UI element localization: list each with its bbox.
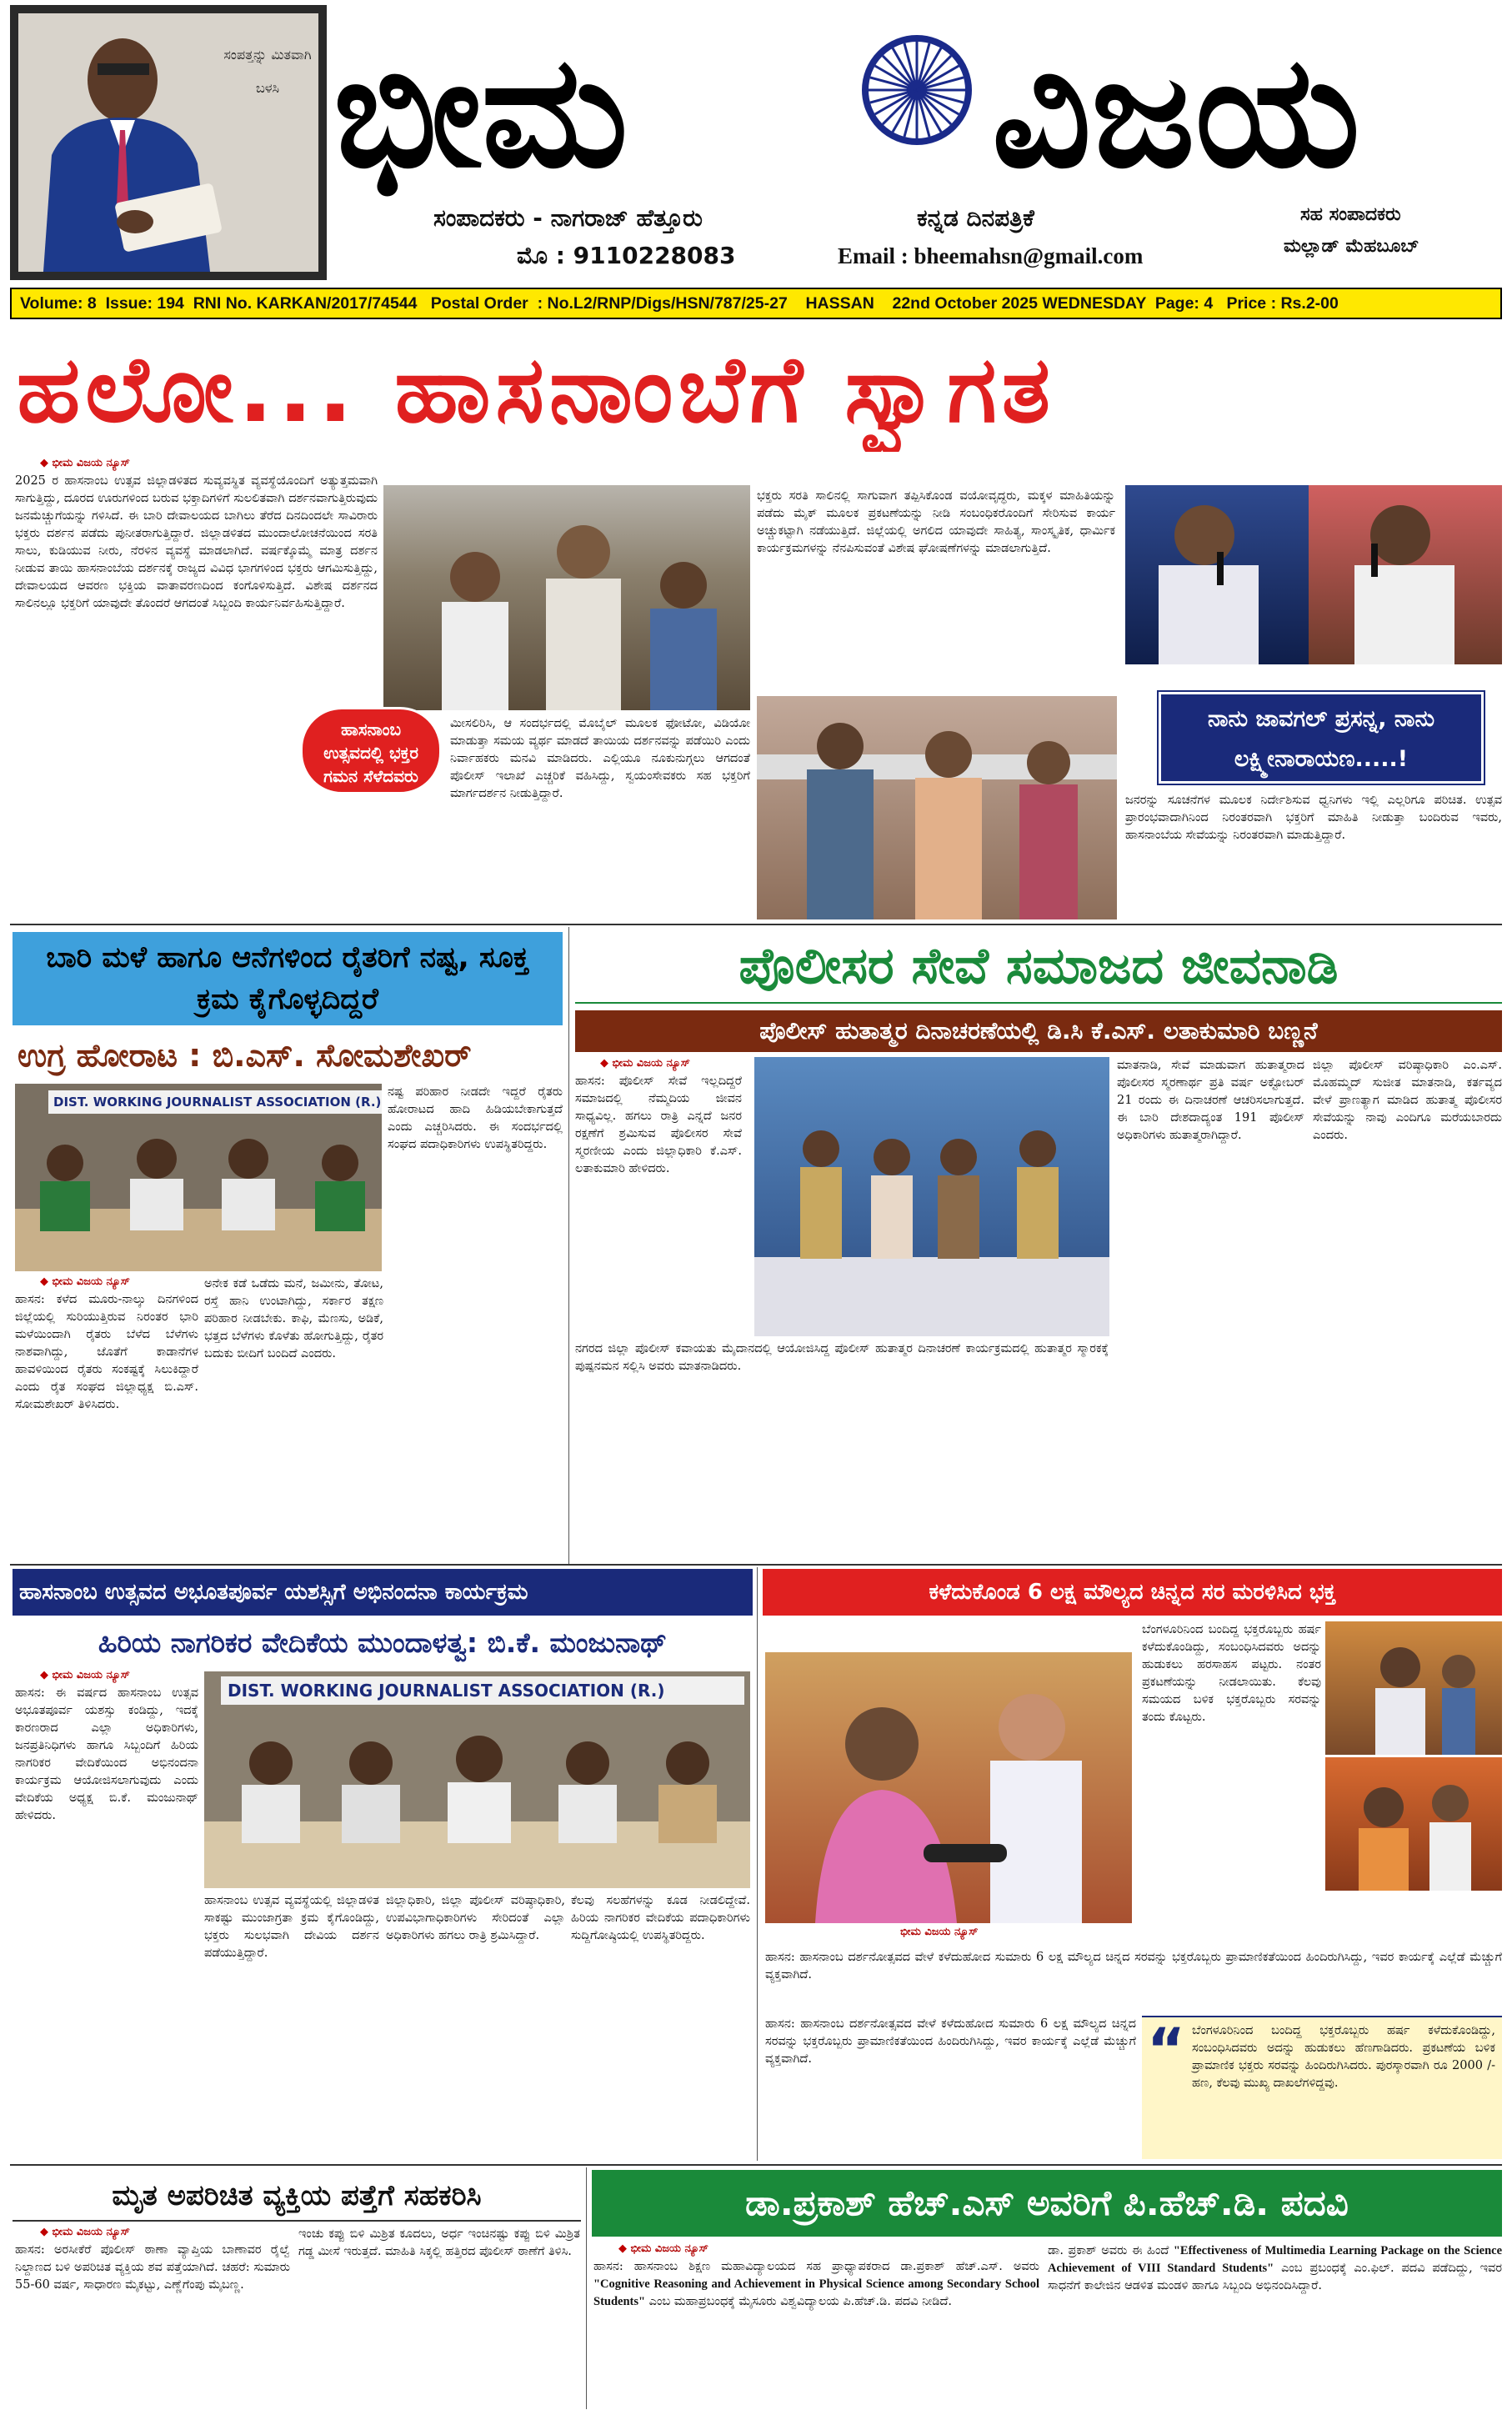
- masthead-phone: ಮೊ : 9110228083: [517, 242, 736, 269]
- story1-col3: [757, 488, 1115, 696]
- story5-quote-box: [1142, 2016, 1502, 2159]
- story6-col1-text: ಹಾಸನ: ಅರಸೀಕೆರೆ ಪೊಲೀಸ್ ಠಾಣಾ ವ್ಯಾಪ್ತಿಯ ಬಾಣಾವರ ರೈಲ್ವೆ ನಿಲ್ದಾಣದ ಬಳಿ ಅಪರಿಚಿತ ವ್ಯಕ್ತಿಯ ಶವ ಪತ್ತೆಯಾಗಿದೆ. ಚಹರೆ: ಸುಮಾರು 55-60 ವರ್ಷ, ಸಾಧಾರಣ ಮೈಕಟ್ಟು, ಎಣ್ಣೆಗೆಂಪು ಮೈಬಣ್ಣ.: [15, 2243, 290, 2292]
- story5-photo-small1: [1325, 1621, 1502, 1755]
- story7-col1-intro: ಹಾಸನ: ಹಾಸನಾಂಬ ಶಿಕ್ಷಣ ಮಹಾವಿದ್ಯಾಲಯದ ಸಹ ಪ್ರಾಧ್ಯಾಪಕರಾದ ಡಾ.ಪ್ರಕಾಶ್ ಹೆಚ್.ಎಸ್. ಅವರು: [593, 2260, 1039, 2273]
- story4-col3-text: ಜಿಲ್ಲಾಧಿಕಾರಿ, ಜಿಲ್ಲಾ ಪೊಲೀಸ್ ವರಿಷ್ಠಾಧಿಕಾರಿ, ಉಪವಿಭಾಗಾಧಿಕಾರಿಗಳು ಸೇರಿದಂತೆ ಎಲ್ಲಾ ಅಧಿಕಾರಿಗಳು ಹಗಲು ರಾತ್ರಿ ಶ್ರಮಿಸಿದ್ದಾರೆ.: [386, 1894, 565, 1942]
- story7-banner: ಡಾ.ಪ್ರಕಾಶ್ ಹೆಚ್.ಎಸ್ ಅವರಿಗೆ ಪಿ.ಹೆಚ್.ಡಿ. ಪದವಿ: [592, 2170, 1502, 2237]
- main-headline: ಹಲೋ... ಹಾಸನಾಂಬೆಗೆ ಸ್ವಾಗತ: [17, 336, 1056, 443]
- story3-col4: [1313, 1057, 1502, 1557]
- story3-col3-text: ಮಾತನಾಡಿ, ಸೇವೆ ಮಾಡುವಾಗ ಹುತಾತ್ಮರಾದ ಪೊಲೀಸರ ಸ್ಮರಣಾರ್ಥ ಪ್ರತಿ ವರ್ಷ ಅಕ್ಟೋಬರ್ 21 ರಂದು ಈ ದಿನಾಚರಣೆ ಆಚರಿಸಲಾಗುತ್ತದೆ. ಈ ಬಾರಿ ದೇಶದಾದ್ಯಂತ 191 ಪೊಲೀಸ್ ಅಧಿಕಾರಿಗಳು ಹುತಾತ್ಮರಾಗಿದ್ದಾರೆ.: [1117, 1059, 1304, 1142]
- story7-col1-thesis: "Cognitive Reasoning and Achievement in Physical Science among Secondary School Students": [593, 2277, 1039, 2308]
- story5-col-right: [1142, 1621, 1321, 1938]
- story1-photo-crowd: [383, 485, 750, 710]
- story5-banner: ಕಳೆದುಕೊಂಡ 6 ಲಕ್ಷ ಮೌಲ್ಯದ ಚಿನ್ನದ ಸರ ಮರಳಿಸಿದ ಭಕ್ತ: [763, 1569, 1502, 1616]
- story1-photo-box: ಹಾಸನಾಂಬ ಉತ್ಸವದಲ್ಲಿ ಭಕ್ತರ ಗಮನ ಸೆಳೆದವರು: [300, 707, 442, 794]
- title-right: ವಿಜಯ: [992, 22, 1360, 198]
- story4-col4-text: ಕೆಲವು ಸಲಹೆಗಳನ್ನು ಕೂಡ ನೀಡಲಿದ್ದೇವೆ. ಹಿರಿಯ ನಾಗರಿಕರ ವೇದಿಕೆಯ ಪದಾಧಿಕಾರಿಗಳು ಸುದ್ದಿಗೋಷ್ಠಿಯಲ್ಲಿ ಉಪಸ್ಥಿತರಿದ್ದರು.: [571, 1894, 750, 1942]
- row-divider-3: [10, 2164, 1502, 2166]
- story1-col1: [15, 457, 378, 919]
- story3-col2-text: ನಗರದ ಜಿಲ್ಲಾ ಪೊಲೀಸ್ ಕವಾಯತು ಮೈದಾನದಲ್ಲಿ ಆಯೋಜಿಸಿದ್ದ ಪೊಲೀಸ್ ಹುತಾತ್ಮರ ದಿನಾಚರಣೆ ಕಾರ್ಯಕ್ರಮದಲ್ಲಿ ಹುತಾತ್ಮರ ಸ್ಮಾರಕಕ್ಕೆ ಪುಷ್ಪನಮನ ಸಲ್ಲಿಸಿ ಅವರು ಮಾತನಾಡಿದರು.: [575, 1342, 1109, 1373]
- story7-col2-tail: ಎಂಬ ಪ್ರಬಂಧಕ್ಕೆ ಎಂ.ಫಿಲ್. ಪದವಿ ಪಡೆದಿದ್ದು, ಇವರ ಸಾಧನೆಗೆ ಕಾಲೇಜಿನ ಆಡಳಿತ ಮಂಡಳಿ ಹಾಗೂ ಸಿಬ್ಬಂದಿ ಅಭಿನಂದಿಸಿದ್ದಾರೆ.: [1048, 2262, 1502, 2292]
- col-divider-bottom: [586, 2167, 587, 2409]
- col-divider-lower: [757, 1567, 758, 2161]
- portrait-frame: [10, 5, 327, 280]
- story2-headline: ಉಗ್ರ ಹೋರಾಟ : ಬಿ.ಎಸ್. ಸೋಮಶೇಖರ್: [18, 1037, 472, 1074]
- story3-banner: ಪೊಲೀಸರ ಸೇವೆ ಸಮಾಜದ ಜೀವನಾಡಿ: [575, 929, 1502, 1004]
- row-divider-1: [10, 924, 1502, 925]
- story2-banner: ಬಾರಿ ಮಳೆ ಹಾಗೂ ಆನೆಗಳಿಂದ ರೈತರಿಗೆ ನಷ್ಟ, ಸೂಕ್ತ ಕ್ರಮ ಕೈಗೊಳ್ಳದಿದ್ದರೆ: [13, 932, 563, 1025]
- row-divider-2: [10, 1564, 1502, 1566]
- story2-col1-text: ಹಾಸನ: ಕಳೆದ ಮೂರು-ನಾಲ್ಕು ದಿನಗಳಿಂದ ಜಿಲ್ಲೆಯಲ್ಲಿ ಸುರಿಯುತ್ತಿರುವ ನಿರಂತರ ಭಾರಿ ಮಳೆಯಿಂದಾಗಿ ರೈತರು ಬೆಳೆದ ಬೆಳೆಗಳು ನಾಶವಾಗಿದ್ದು, ಜೊತೆಗೆ ಕಾಡಾನೆಗಳ ಹಾವಳಿಯಿಂದ ರೈತರು ಸಂಕಷ್ಟಕ್ಕೆ ಸಿಲುಕಿದ್ದಾರೆ ಎಂದು ರೈತ ಸಂಘದ ಜಿಲ್ಲಾಧ್ಯಕ್ಷ ಬಿ.ಎಸ್. ಸೋಮಶೇಖರ್ ತಿಳಿಸಿದರು.: [15, 1293, 198, 1411]
- story7-col2: [1048, 2242, 1502, 2405]
- story5-quote-text: ಬೆಂಗಳೂರಿನಿಂದ ಬಂದಿದ್ದ ಭಕ್ತರೊಬ್ಬರು ಹರ್ಷ ಕಳೆದುಕೊಂಡಿದ್ದು, ಸಂಬಂಧಿಸಿದವರು ಅದನ್ನು ಹುಡುಕಲು ಹೆಣಗಾಡಿದರು. ಪ್ರಕಟಣೆಯ ಬಳಿಕ ಪ್ರಾಮಾಣಿಕ ಭಕ್ತರು ಸರವನ್ನು ಹಿಂದಿರುಗಿಸಿದರು. ಪುರಸ್ಕಾರವಾಗಿ ರೂ 2000 /- ಹಣ, ಕೆಲವು ಮುಖ್ಯ ದಾಖಲೆಗಳಿದ್ದವು.: [1192, 2024, 1495, 2090]
- story1-col4: [1125, 792, 1502, 917]
- masthead-editor: ಸಂಪಾದಕರು - ನಾಗರಾಜ್ ಹೆತ್ತೂರು: [433, 204, 703, 232]
- story1-col4-text: ಜನರನ್ನು ಸೂಚನೆಗಳ ಮೂಲಕ ನಿರ್ದೇಶಿಸುವ ಧ್ವನಿಗಳು ಇಲ್ಲಿ ಎಲ್ಲರಿಗೂ ಪರಿಚಿತ. ಉತ್ಸವ ಪ್ರಾರಂಭವಾದಾಗಿನಿಂದ ನಿರಂತರವಾಗಿ ಭಕ್ತರಿಗೆ ಮಾಹಿತಿ ನೀಡುತ್ತಾ ಬಂದಿರುವ ಇವರು, ಹಾಸನಾಂಬೆಯ ಸೇವೆಯನ್ನು ನಿರಂತರವಾಗಿ ಮಾಡುತ್ತಿದ್ದಾರೆ.: [1125, 794, 1502, 842]
- story1-col3-text: ಭಕ್ತರು ಸರತಿ ಸಾಲಿನಲ್ಲಿ ಸಾಗುವಾಗ ತಪ್ಪಿಸಿಕೊಂಡ ವಯೋವೃದ್ಧರು, ಮಕ್ಕಳ ಮಾಹಿತಿಯನ್ನು ಪಡೆದು ಮೈಕ್ ಮೂಲಕ ಪ್ರಕಟಣೆಯನ್ನು ನೀಡಿ ಸಂಬಂಧಿಕರೊಂದಿಗೆ ಸೇರಿಸುವ ಕಾರ್ಯ ಅಚ್ಚುಕಟ್ಟಾಗಿ ನಡೆಯುತ್ತಿದೆ. ಜಿಲ್ಲೆಯಲ್ಲಿ ಅಗಲಿದ ಯಾವುದೇ ಸಾಹಿತ್ಯ, ಸಾಂಸ್ಕೃತಿಕ, ಧಾರ್ಮಿಕ ಕಾರ್ಯಕ್ರಮಗಳನ್ನು ನೆನಪಿಸುವಂತೆ ವಿಶೇಷ ಘೋಷಣೆಗಳನ್ನು ಮಾಡಲಾಗುತ್ತಿದೆ.: [757, 489, 1115, 555]
- story6-banner: ಮೃತ ಅಪರಿಚಿತ ವ್ಯಕ್ತಿಯ ಪತ್ತೆಗೆ ಸಹಕರಿಸಿ: [13, 2170, 581, 2222]
- story7-byline: ◆ ಭೀಮ ವಿಜಯ ನ್ಯೂಸ್: [618, 2242, 1039, 2255]
- title-left: ಭೀಮ: [333, 22, 628, 198]
- story4-col2: [204, 1892, 379, 2159]
- story3-col4-text: ಜಿಲ್ಲಾ ಪೊಲೀಸ್ ವರಿಷ್ಠಾಧಿಕಾರಿ ಎಂ.ಎಸ್. ಮೊಹಮ್ಮದ್ ಸುಜೀತ ಮಾತನಾಡಿ, ಕರ್ತವ್ಯದ ವೇಳೆ ಪ್ರಾಣತ್ಯಾಗ ಮಾಡಿದ ಹುತಾತ್ಮ ಪೊಲೀಸರ ಸೇವೆಯನ್ನು ನಾವು ಎಂದಿಗೂ ಮರೆಯಬಾರದು ಎಂದರು.: [1313, 1059, 1502, 1142]
- story2-col3: [388, 1084, 563, 1559]
- story4-col2-text: ಹಾಸನಾಂಬ ಉತ್ಸವ ವ್ಯವಸ್ಥೆಯಲ್ಲಿ ಜಿಲ್ಲಾಡಳಿತ ಸಾಕಷ್ಟು ಮುಂಜಾಗ್ರತಾ ಕ್ರಮ ಕೈಗೊಂಡಿದ್ದು, ಭಕ್ತರು ಸುಲಭವಾಗಿ ದೇವಿಯ ದರ್ಶನ ಪಡೆಯುತ್ತಿದ್ದಾರೆ.: [204, 1894, 379, 1960]
- story2-photo: [15, 1084, 382, 1271]
- story4-col-left: [15, 1669, 198, 2159]
- story5-col-lower-text: ಹಾಸನ: ಹಾಸನಾಂಬ ದರ್ಶನೋತ್ಸವದ ವೇಳೆ ಕಳೆದುಹೋದ ಸುಮಾರು 6 ಲಕ್ಷ ಮೌಲ್ಯದ ಚಿನ್ನದ ಸರವನ್ನು ಭಕ್ತರೊಬ್ಬರು ಪ್ರಾಮಾಣಿಕತೆಯಿಂದ ಹಿಂದಿರುಗಿಸಿದ್ದು, ಇವರ ಕಾರ್ಯಕ್ಕೆ ಎಲ್ಲೆಡೆ ಮೆಚ್ಚುಗೆ ವ್ಯಕ್ತವಾಗಿದೆ.: [765, 2017, 1136, 2066]
- story4-banner: ಹಾಸನಾಂಬ ಉತ್ಸವದ ಅಭೂತಪೂರ್ವ ಯಶಸ್ಸಿಗೆ ಅಭಿನಂದನಾ ಕಾರ್ಯಕ್ರಮ: [13, 1569, 753, 1616]
- info-bar-text: Volume: 8 Issue: 194 RNI No. KARKAN/2017/74544 Postal Order : No.L2/RNP/Digs/HSN/787/25-27 HASSAN 22nd October 2025 WEDNESDAY Page: 4 Price : Rs.2-00: [20, 294, 1339, 313]
- portrait-caption: ಸಂಪತ್ತನ್ನು ಮಿತವಾಗಿ ಬಳಸಿ: [223, 47, 312, 96]
- col-divider-mid: [568, 927, 569, 1565]
- story7-col1: [593, 2242, 1039, 2405]
- story7-col2-thesis: "Effectiveness of Multimedia Learning Package on the Science Achievement of VIII Standard Students": [1048, 2244, 1502, 2275]
- story5-col-right-text: ಬೆಂಗಳೂರಿನಿಂದ ಬಂದಿದ್ದ ಭಕ್ತರೊಬ್ಬರು ಹರ್ಷ ಕಳೆದುಕೊಂಡಿದ್ದು, ಸಂಬಂಧಿಸಿದವರು ಅದನ್ನು ಹುಡುಕಲು ಹರಸಾಹಸ ಪಟ್ಟರು. ನಂತರ ಪ್ರಕಟಣೆಯನ್ನು ನೀಡಲಾಯಿತು. ಕೆಲವು ಸಮಯದ ಬಳಿಕ ಭಕ್ತರೊಬ್ಬರು ಸರವನ್ನು ತಂದು ಕೊಟ್ಟರು.: [1142, 1623, 1321, 1724]
- byline: ◆ ಭೀಮ ವಿಜಯ ನ್ಯೂಸ್: [40, 457, 378, 469]
- story5-photo-byline: ಭೀಮ ವಿಜಯ ನ್ಯೂಸ್: [900, 1926, 979, 1938]
- masthead-tagline: ಕನ್ನಡ ದಿನಪತ್ರಿಕೆ: [917, 204, 1034, 232]
- masthead-coeditor-label: ಸಹ ಸಂಪಾದಕರು: [1300, 204, 1401, 225]
- story6-byline: ◆ ಭೀಮ ವಿಜಯ ನ್ಯೂಸ್: [40, 2226, 290, 2238]
- story2-photo-banner: DIST. WORKING JOURNALIST ASSOCIATION (R.): [48, 1090, 382, 1114]
- story1-quote-box: ನಾನು ಜಾವಗಲ್ ಪ್ರಸನ್ನ, ನಾನು ಲಕ್ಷ್ಮೀನಾರಾಯಣ.....!: [1159, 692, 1484, 784]
- info-bar: [10, 288, 1502, 319]
- story2-col2-text: ಅನೇಕ ಕಡೆ ಒಡೆದು ಮನೆ, ಜಮೀನು, ತೋಟ, ರಸ್ತೆ ಹಾನಿ ಉಂಟಾಗಿದ್ದು, ಸರ್ಕಾರ ತಕ್ಷಣ ಪರಿಹಾರ ನೀಡಬೇಕು. ಕಾಫಿ, ಮೆಣಸು, ಅಡಿಕೆ, ಭತ್ತದ ಬೆಳೆಗಳು ಕೊಳೆತು ಹೋಗುತ್ತಿದ್ದು, ರೈತರ ಬದುಕು ಬೀದಿಗೆ ಬಂದಿದೆ ಎಂದರು.: [204, 1277, 383, 1360]
- story4-col3: [386, 1892, 565, 2159]
- story4-col4: [571, 1892, 750, 2159]
- story6-col1: [15, 2226, 290, 2405]
- story7-col1-tail: ಎಂಬ ಮಹಾಪ್ರಬಂಧಕ್ಕೆ ಮೈಸೂರು ವಿಶ್ವವಿದ್ಯಾಲಯ ಪಿ.ಹೆಚ್.ಡಿ. ಪದವಿ ನೀಡಿದೆ.: [648, 2295, 953, 2308]
- story3-byline: ◆ ಭೀಮ ವಿಜಯ ನ್ಯೂಸ್: [600, 1057, 742, 1070]
- story5-photo-main: [765, 1652, 1132, 1923]
- story5-col-bottom: [765, 1949, 1502, 2016]
- story3-col2: [575, 1340, 1109, 1559]
- masthead-coeditor: ಮಲ್ಲಾಡ್ ಮೆಹಬೂಬ್: [1284, 236, 1419, 257]
- story4-byline: ◆ ಭೀಮ ವಿಜಯ ನ್ಯೂಸ್: [40, 1669, 198, 1681]
- story1-photo-announcer2: [1309, 485, 1502, 664]
- quote-mark-icon: “: [1147, 2016, 1186, 2084]
- story6-col2-text: ಇಂಚು ಕಪ್ಪು ಬಿಳಿ ಮಿಶ್ರಿತ ಕೂದಲು, ಅರ್ಧ ಇಂಚಿನಷ್ಟು ಕಪ್ಪು ಬಿಳಿ ಮಿಶ್ರಿತ ಗಡ್ಡ ಮೀಸೆ ಇರುತ್ತದೆ. ಮಾಹಿತಿ ಸಿಕ್ಕಲ್ಲಿ ಹತ್ತಿರದ ಪೊಲೀಸ್ ಠಾಣೆಗೆ ತಿಳಿಸಿ.: [298, 2227, 580, 2258]
- story1-col1-text: 2025 ರ ಹಾಸನಾಂಬ ಉತ್ಸವ ಜಿಲ್ಲಾಡಳಿತದ ಸುವ್ಯವಸ್ಥಿತ ವ್ಯವಸ್ಥೆಯೊಂದಿಗೆ ಅತ್ಯುತ್ತಮವಾಗಿ ಸಾಗುತ್ತಿದ್ದು, ದೂರದ ಊರುಗಳಿಂದ ಬರುವ ಭಕ್ತಾದಿಗಳಿಗೆ ಸುಲಲಿತವಾಗಿ ದರ್ಶನವಾಗುತ್ತಿರುವುದು ಜನಮೆಚ್ಚುಗೆಯನ್ನು ಗಳಿಸಿದೆ. ಈ ಬಾರಿ ದೇವಾಲಯದ ಬಾಗಿಲು ತೆರೆದ ದಿನದಿಂದಲೇ ಸಾವಿರಾರು ಭಕ್ತರು ದರ್ಶನ ಪಡೆದು ಪುನೀತರಾಗುತ್ತಿದ್ದಾರೆ. ಜಿಲ್ಲಾಡಳಿತದ ಮುಂದಾಲೋಚನೆಯಿಂದ ಸರತಿ ಸಾಲು, ಕುಡಿಯುವ ನೀರು, ನೆರಳಿನ ವ್ಯವಸ್ಥೆ ಮಾಡಲಾಗಿದೆ. ವರ್ಷಕ್ಕೊಮ್ಮೆ ಮಾತ್ರ ದರ್ಶನ ನೀಡುವ ತಾಯಿ ಹಾಸನಾಂಬೆಯ ದರ್ಶನಕ್ಕೆ ರಾಜ್ಯದ ವಿವಿಧ ಭಾಗಗಳಿಂದ ಭಕ್ತರು ಆಗಮಿಸುತ್ತಿದ್ದು, ದೇವಾಲಯದ ಆವರಣ ಭಕ್ತಿಯ ವಾತಾವರಣದಿಂದ ಕಂಗೊಳಿಸುತ್ತಿದೆ. ವಿಶೇಷ ದರ್ಶನದ ಸಾಲಿನಲ್ಲೂ ಭಕ್ತರಿಗೆ ಯಾವುದೇ ತೊಂದರೆ ಆಗದಂತೆ ಸಿಬ್ಬಂದಿ ಕಾರ್ಯನಿರ್ವಹಿಸುತ್ತಿದ್ದಾರೆ.: [15, 474, 378, 610]
- story3-col1-text: ಹಾಸನ: ಪೊಲೀಸ್ ಸೇವೆ ಇಲ್ಲದಿದ್ದರೆ ಸಮಾಜದಲ್ಲಿ ನೆಮ್ಮದಿಯ ಜೀವನ ಸಾಧ್ಯವಿಲ್ಲ. ಹಗಲು ರಾತ್ರಿ ಎನ್ನದೆ ಜನರ ರಕ್ಷಣೆಗೆ ಶ್ರಮಿಸುವ ಪೊಲೀಸರ ಸೇವೆ ಸ್ಮರಣೀಯ ಎಂದು ಜಿಲ್ಲಾಧಿಕಾರಿ ಕೆ.ಎಸ್. ಲತಾಕುಮಾರಿ ಹೇಳಿದರು.: [575, 1075, 742, 1175]
- story5-col-lower: [765, 2016, 1136, 2159]
- story7-col2-text: [1048, 2242, 1502, 2295]
- story6-col2: [298, 2226, 580, 2405]
- story4-photo: [204, 1671, 750, 1888]
- story3-photo: [754, 1057, 1109, 1336]
- story5-photo-small2: [1325, 1757, 1502, 1891]
- ashoka-chakra-icon: [865, 38, 969, 142]
- story1-photo-devotees: [757, 696, 1117, 919]
- story4-headline: ಹಿರಿಯ ನಾಗರಿಕರ ವೇದಿಕೆಯ ಮುಂದಾಳತ್ವ: ಬಿ.ಕೆ. ಮಂಜುನಾಥ್: [98, 1626, 668, 1659]
- story1-col2: [450, 715, 750, 919]
- story2-byline: ◆ ಭೀಮ ವಿಜಯ ನ್ಯೂಸ್: [40, 1275, 198, 1288]
- story7-col2-intro: ಡಾ. ಪ್ರಕಾಶ್ ಅವರು ಈ ಹಿಂದೆ: [1048, 2244, 1169, 2257]
- story3-col1: [575, 1057, 742, 1336]
- story4-photo-banner: DIST. WORKING JOURNALIST ASSOCIATION (R.): [221, 1676, 744, 1705]
- story1-photo-announcer1: [1125, 485, 1309, 664]
- story7-col1-text: [593, 2258, 1039, 2311]
- story4-col-left-text: ಹಾಸನ: ಈ ವರ್ಷದ ಹಾಸನಾಂಬ ಉತ್ಸವ ಅಭೂತಪೂರ್ವ ಯಶಸ್ಸು ಕಂಡಿದ್ದು, ಇದಕ್ಕೆ ಕಾರಣರಾದ ಎಲ್ಲಾ ಅಧಿಕಾರಿಗಳು, ಜನಪ್ರತಿನಿಧಿಗಳು ಹಾಗೂ ಸಿಬ್ಬಂದಿಗೆ ಹಿರಿಯ ನಾಗರಿಕರ ವೇದಿಕೆಯಿಂದ ಅಭಿನಂದನಾ ಕಾರ್ಯಕ್ರಮ ಆಯೋಜಿಸಲಾಗುವುದು ಎಂದು ವೇದಿಕೆಯ ಅಧ್ಯಕ್ಷ ಬಿ.ಕೆ. ಮಂಜುನಾಥ್ ಹೇಳಿದರು.: [15, 1686, 198, 1822]
- story2-col2: [204, 1275, 383, 1559]
- story2-col1: [15, 1275, 198, 1559]
- masthead-title: [333, 7, 1500, 198]
- story5-col-bottom-text: ಹಾಸನ: ಹಾಸನಾಂಬ ದರ್ಶನೋತ್ಸವದ ವೇಳೆ ಕಳೆದುಹೋದ ಸುಮಾರು 6 ಲಕ್ಷ ಮೌಲ್ಯದ ಚಿನ್ನದ ಸರವನ್ನು ಭಕ್ತರೊಬ್ಬರು ಪ್ರಾಮಾಣಿಕತೆಯಿಂದ ಹಿಂದಿರುಗಿಸಿದ್ದು, ಇವರ ಕಾರ್ಯಕ್ಕೆ ಎಲ್ಲೆಡೆ ಮೆಚ್ಚುಗೆ ವ್ಯಕ್ತವಾಗಿದೆ.: [765, 1951, 1502, 1982]
- story2-col3-text: ನಷ್ಟ ಪರಿಹಾರ ನೀಡದೇ ಇದ್ದರೆ ರೈತರು ಹೋರಾಟದ ಹಾದಿ ಹಿಡಿಯಬೇಕಾಗುತ್ತದೆ ಎಂದು ಎಚ್ಚರಿಸಿದರು. ಈ ಸಂದರ್ಭದಲ್ಲಿ ಸಂಘದ ಪದಾಧಿಕಾರಿಗಳು ಉಪಸ್ಥಿತರಿದ್ದರು.: [388, 1085, 563, 1151]
- story3-subbanner: ಪೊಲೀಸ್ ಹುತಾತ್ಮರ ದಿನಾಚರಣೆಯಲ್ಲಿ ಡಿ.ಸಿ ಕೆ.ಎಸ್. ಲತಾಕುಮಾರಿ ಬಣ್ಣನೆ: [575, 1010, 1502, 1052]
- story1-col2-text: ಮೀಸಲಿರಿಸಿ, ಆ ಸಂದರ್ಭದಲ್ಲಿ ಮೊಬೈಲ್ ಮೂಲಕ ಫೋಟೋ, ವಿಡಿಯೋ ಮಾಡುತ್ತಾ ಸಮಯ ವ್ಯರ್ಥ ಮಾಡದೆ ತಾಯಿಯ ದರ್ಶನವನ್ನು ಪಡೆಯಿರಿ ಎಂದು ನಿರ್ವಾಹಕರು ಮನವಿ ಮಾಡಿದರು. ಎಲ್ಲಿಯೂ ನೂಕುನುಗ್ಗಲು ಆಗದಂತೆ ಪೊಲೀಸ್ ಇಲಾಖೆ ಎಚ್ಚರಿಕೆ ವಹಿಸಿದ್ದು, ಸ್ವಯಂಸೇವಕರು ಸಹ ಭಕ್ತರಿಗೆ ಮಾರ್ಗದರ್ಶನ ನೀಡುತ್ತಿದ್ದಾರೆ.: [450, 717, 750, 800]
- story3-col3: [1117, 1057, 1304, 1557]
- masthead-email: Email : bheemahsn@gmail.com: [838, 243, 1144, 268]
